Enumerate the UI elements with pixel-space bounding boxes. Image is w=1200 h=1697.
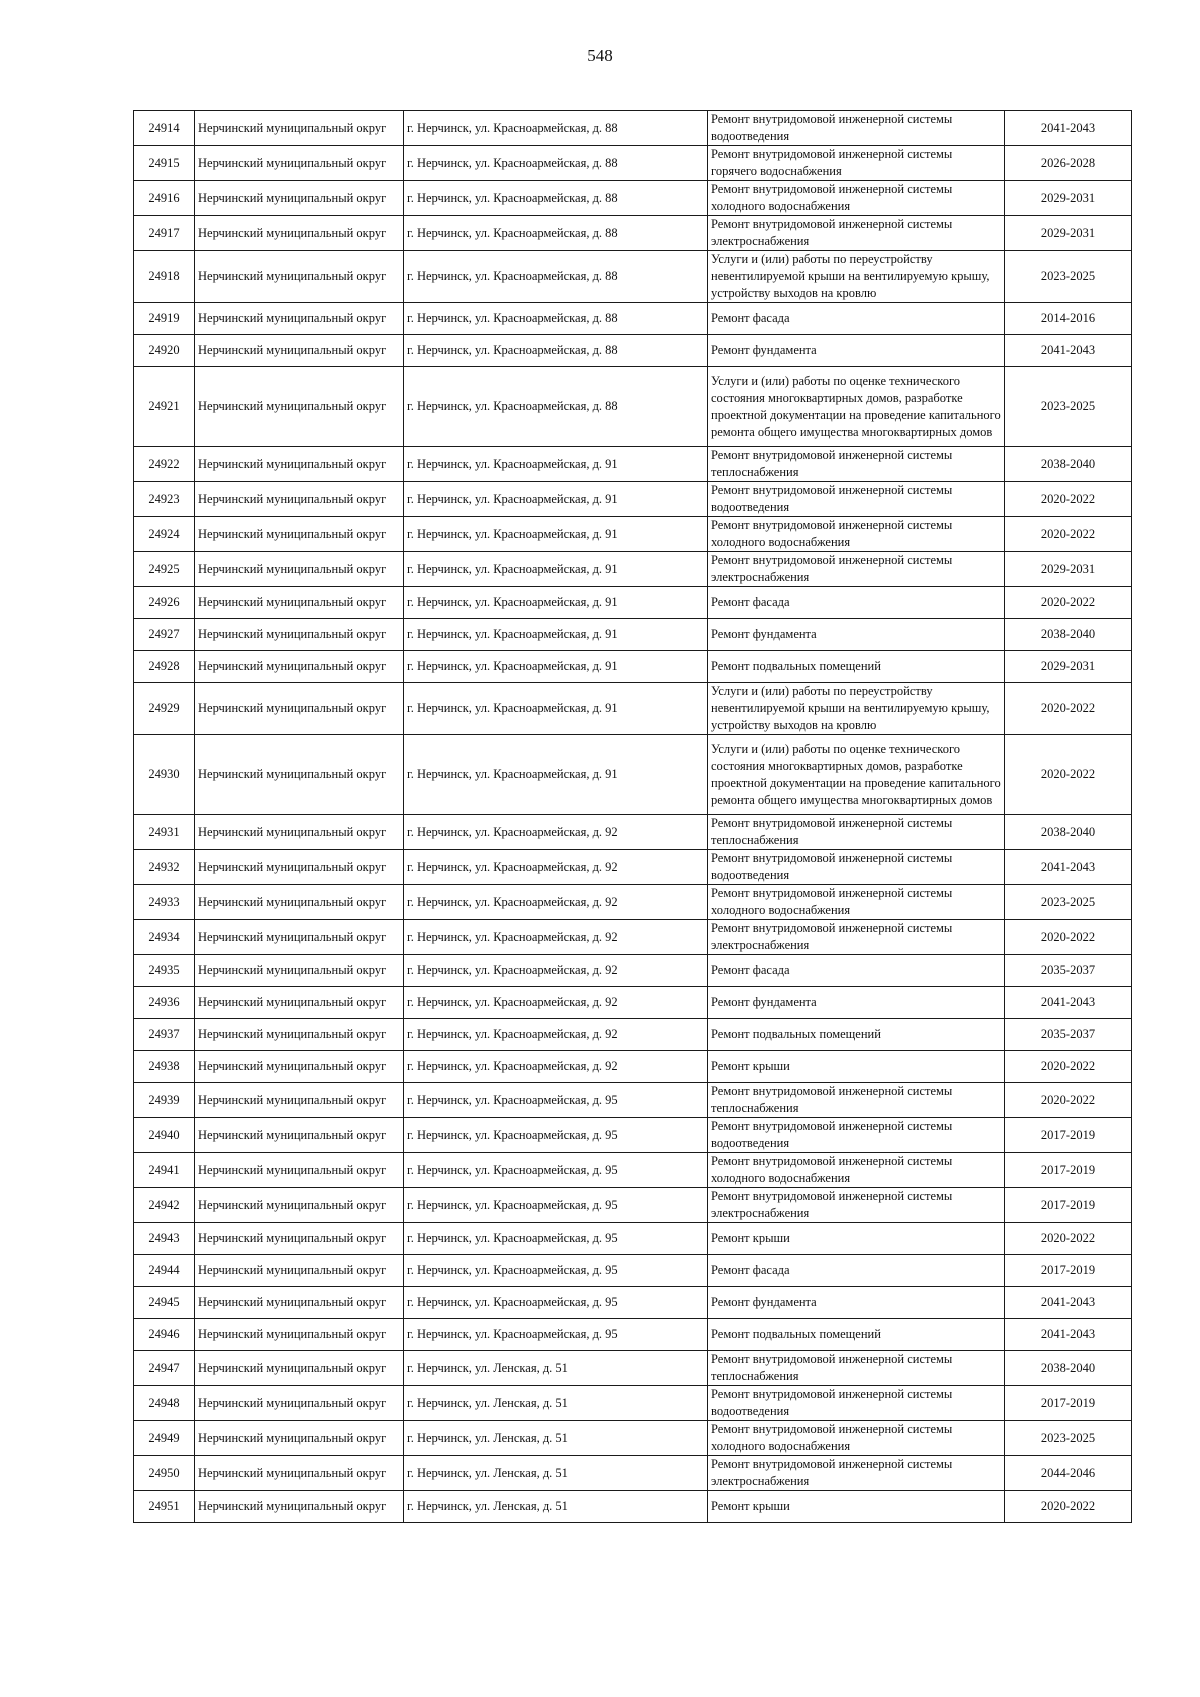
- period-cell: 2023-2025: [1005, 885, 1132, 920]
- municipality-cell: Нерчинский муниципальный округ: [195, 815, 404, 850]
- table-row: [134, 1491, 1132, 1523]
- work-type-cell: Ремонт фундамента: [708, 1287, 1005, 1319]
- repair-schedule-table: [133, 110, 1132, 1523]
- municipality-cell: Нерчинский муниципальный округ: [195, 111, 404, 146]
- work-type-cell: Ремонт фундамента: [708, 335, 1005, 367]
- address-cell: г. Нерчинск, ул. Ленская, д. 51: [404, 1386, 708, 1421]
- work-type-cell: Ремонт крыши: [708, 1051, 1005, 1083]
- work-type-cell: Ремонт внутридомовой инженерной системы теплоснабжения: [708, 1083, 1005, 1118]
- address-cell: г. Нерчинск, ул. Ленская, д. 51: [404, 1351, 708, 1386]
- address-cell: г. Нерчинск, ул. Красноармейская, д. 88: [404, 367, 708, 447]
- row-number: 24929: [134, 683, 195, 735]
- period-cell: 2041-2043: [1005, 987, 1132, 1019]
- table-row: [134, 920, 1132, 955]
- municipality-cell: Нерчинский муниципальный округ: [195, 1421, 404, 1456]
- work-type-cell: Ремонт внутридомовой инженерной системы водоотведения: [708, 482, 1005, 517]
- work-type-cell: Ремонт внутридомовой инженерной системы электроснабжения: [708, 920, 1005, 955]
- table-row: [134, 111, 1132, 146]
- address-cell: г. Нерчинск, ул. Красноармейская, д. 92: [404, 1051, 708, 1083]
- period-cell: 2026-2028: [1005, 146, 1132, 181]
- period-cell: 2038-2040: [1005, 1351, 1132, 1386]
- period-cell: 2020-2022: [1005, 1491, 1132, 1523]
- period-cell: 2020-2022: [1005, 517, 1132, 552]
- address-cell: г. Нерчинск, ул. Красноармейская, д. 92: [404, 850, 708, 885]
- municipality-cell: Нерчинский муниципальный округ: [195, 1491, 404, 1523]
- work-type-cell: Ремонт внутридомовой инженерной системы электроснабжения: [708, 552, 1005, 587]
- period-cell: 2020-2022: [1005, 735, 1132, 815]
- work-type-cell: Ремонт фундамента: [708, 987, 1005, 1019]
- work-type-cell: Ремонт внутридомовой инженерной системы холодного водоснабжения: [708, 181, 1005, 216]
- period-cell: 2041-2043: [1005, 335, 1132, 367]
- address-cell: г. Нерчинск, ул. Красноармейская, д. 95: [404, 1083, 708, 1118]
- municipality-cell: Нерчинский муниципальный округ: [195, 482, 404, 517]
- row-number: 24944: [134, 1255, 195, 1287]
- work-type-cell: Ремонт внутридомовой инженерной системы горячего водоснабжения: [708, 146, 1005, 181]
- municipality-cell: Нерчинский муниципальный округ: [195, 447, 404, 482]
- address-cell: г. Нерчинск, ул. Красноармейская, д. 91: [404, 651, 708, 683]
- period-cell: 2020-2022: [1005, 1083, 1132, 1118]
- table-row: [134, 1223, 1132, 1255]
- period-cell: 2029-2031: [1005, 651, 1132, 683]
- address-cell: г. Нерчинск, ул. Красноармейская, д. 95: [404, 1287, 708, 1319]
- row-number: 24919: [134, 303, 195, 335]
- municipality-cell: Нерчинский муниципальный округ: [195, 683, 404, 735]
- address-cell: г. Нерчинск, ул. Красноармейская, д. 92: [404, 987, 708, 1019]
- period-cell: 2038-2040: [1005, 619, 1132, 651]
- address-cell: г. Нерчинск, ул. Красноармейская, д. 91: [404, 735, 708, 815]
- work-type-cell: Ремонт подвальных помещений: [708, 651, 1005, 683]
- table-row: [134, 587, 1132, 619]
- work-type-cell: Ремонт внутридомовой инженерной системы водоотведения: [708, 1386, 1005, 1421]
- table-row: [134, 987, 1132, 1019]
- row-number: 24918: [134, 251, 195, 303]
- row-number: 24922: [134, 447, 195, 482]
- period-cell: 2014-2016: [1005, 303, 1132, 335]
- municipality-cell: Нерчинский муниципальный округ: [195, 335, 404, 367]
- address-cell: г. Нерчинск, ул. Красноармейская, д. 91: [404, 517, 708, 552]
- row-number: 24940: [134, 1118, 195, 1153]
- municipality-cell: Нерчинский муниципальный округ: [195, 251, 404, 303]
- address-cell: г. Нерчинск, ул. Красноармейская, д. 92: [404, 885, 708, 920]
- period-cell: 2017-2019: [1005, 1188, 1132, 1223]
- municipality-cell: Нерчинский муниципальный округ: [195, 1153, 404, 1188]
- period-cell: 2020-2022: [1005, 683, 1132, 735]
- period-cell: 2017-2019: [1005, 1255, 1132, 1287]
- table-row: [134, 482, 1132, 517]
- work-type-cell: Ремонт внутридомовой инженерной системы холодного водоснабжения: [708, 517, 1005, 552]
- row-number: 24915: [134, 146, 195, 181]
- work-type-cell: Ремонт внутридомовой инженерной системы теплоснабжения: [708, 1351, 1005, 1386]
- municipality-cell: Нерчинский муниципальный округ: [195, 552, 404, 587]
- row-number: 24939: [134, 1083, 195, 1118]
- row-number: 24914: [134, 111, 195, 146]
- address-cell: г. Нерчинск, ул. Красноармейская, д. 91: [404, 552, 708, 587]
- table-row: [134, 1255, 1132, 1287]
- row-number: 24921: [134, 367, 195, 447]
- row-number: 24938: [134, 1051, 195, 1083]
- table-row: [134, 146, 1132, 181]
- table-row: [134, 735, 1132, 815]
- work-type-cell: Ремонт внутридомовой инженерной системы электроснабжения: [708, 216, 1005, 251]
- municipality-cell: Нерчинский муниципальный округ: [195, 1287, 404, 1319]
- municipality-cell: Нерчинский муниципальный округ: [195, 920, 404, 955]
- address-cell: г. Нерчинск, ул. Красноармейская, д. 88: [404, 251, 708, 303]
- row-number: 24951: [134, 1491, 195, 1523]
- row-number: 24925: [134, 552, 195, 587]
- period-cell: 2017-2019: [1005, 1386, 1132, 1421]
- work-type-cell: Ремонт фасада: [708, 1255, 1005, 1287]
- row-number: 24946: [134, 1319, 195, 1351]
- work-type-cell: Ремонт внутридомовой инженерной системы холодного водоснабжения: [708, 885, 1005, 920]
- address-cell: г. Нерчинск, ул. Красноармейская, д. 95: [404, 1188, 708, 1223]
- municipality-cell: Нерчинский муниципальный округ: [195, 1223, 404, 1255]
- period-cell: 2023-2025: [1005, 367, 1132, 447]
- municipality-cell: Нерчинский муниципальный округ: [195, 1019, 404, 1051]
- address-cell: г. Нерчинск, ул. Красноармейская, д. 92: [404, 955, 708, 987]
- period-cell: 2041-2043: [1005, 1319, 1132, 1351]
- work-type-cell: Ремонт крыши: [708, 1491, 1005, 1523]
- row-number: 24948: [134, 1386, 195, 1421]
- address-cell: г. Нерчинск, ул. Красноармейская, д. 91: [404, 447, 708, 482]
- row-number: 24936: [134, 987, 195, 1019]
- row-number: 24927: [134, 619, 195, 651]
- work-type-cell: Услуги и (или) работы по переустройству невентилируемой крыши на вентилируемую крышу, устройству выходов на кровлю: [708, 251, 1005, 303]
- period-cell: 2038-2040: [1005, 815, 1132, 850]
- address-cell: г. Нерчинск, ул. Красноармейская, д. 88: [404, 181, 708, 216]
- address-cell: г. Нерчинск, ул. Красноармейская, д. 95: [404, 1223, 708, 1255]
- period-cell: 2020-2022: [1005, 920, 1132, 955]
- table-row: [134, 815, 1132, 850]
- period-cell: 2029-2031: [1005, 552, 1132, 587]
- address-cell: г. Нерчинск, ул. Красноармейская, д. 91: [404, 587, 708, 619]
- work-type-cell: Услуги и (или) работы по оценке технического состояния многоквартирных домов, разработке проектной документации на проведение капитального ремонта общего имущества многоквартирных домов: [708, 367, 1005, 447]
- period-cell: 2035-2037: [1005, 1019, 1132, 1051]
- municipality-cell: Нерчинский муниципальный округ: [195, 1083, 404, 1118]
- table-row: [134, 181, 1132, 216]
- municipality-cell: Нерчинский муниципальный округ: [195, 1051, 404, 1083]
- table-row: [134, 1287, 1132, 1319]
- municipality-cell: Нерчинский муниципальный округ: [195, 146, 404, 181]
- municipality-cell: Нерчинский муниципальный округ: [195, 1255, 404, 1287]
- table-row: [134, 1319, 1132, 1351]
- row-number: 24930: [134, 735, 195, 815]
- address-cell: г. Нерчинск, ул. Красноармейская, д. 92: [404, 920, 708, 955]
- row-number: 24942: [134, 1188, 195, 1223]
- work-type-cell: Ремонт внутридомовой инженерной системы теплоснабжения: [708, 815, 1005, 850]
- row-number: 24935: [134, 955, 195, 987]
- period-cell: 2023-2025: [1005, 251, 1132, 303]
- work-type-cell: Ремонт фундамента: [708, 619, 1005, 651]
- table-row: [134, 683, 1132, 735]
- address-cell: г. Нерчинск, ул. Красноармейская, д. 88: [404, 146, 708, 181]
- municipality-cell: Нерчинский муниципальный округ: [195, 987, 404, 1019]
- row-number: 24917: [134, 216, 195, 251]
- address-cell: г. Нерчинск, ул. Красноармейская, д. 95: [404, 1255, 708, 1287]
- row-number: 24928: [134, 651, 195, 683]
- municipality-cell: Нерчинский муниципальный округ: [195, 1118, 404, 1153]
- work-type-cell: Ремонт внутридомовой инженерной системы водоотведения: [708, 1118, 1005, 1153]
- table-row: [134, 447, 1132, 482]
- address-cell: г. Нерчинск, ул. Красноармейская, д. 92: [404, 815, 708, 850]
- municipality-cell: Нерчинский муниципальный округ: [195, 651, 404, 683]
- row-number: 24941: [134, 1153, 195, 1188]
- row-number: 24950: [134, 1456, 195, 1491]
- table-row: [134, 885, 1132, 920]
- row-number: 24926: [134, 587, 195, 619]
- municipality-cell: Нерчинский муниципальный округ: [195, 735, 404, 815]
- row-number: 24933: [134, 885, 195, 920]
- municipality-cell: Нерчинский муниципальный округ: [195, 619, 404, 651]
- municipality-cell: Нерчинский муниципальный округ: [195, 955, 404, 987]
- period-cell: 2038-2040: [1005, 447, 1132, 482]
- work-type-cell: Ремонт подвальных помещений: [708, 1019, 1005, 1051]
- row-number: 24943: [134, 1223, 195, 1255]
- row-number: 24931: [134, 815, 195, 850]
- municipality-cell: Нерчинский муниципальный округ: [195, 517, 404, 552]
- period-cell: 2023-2025: [1005, 1421, 1132, 1456]
- table-row: [134, 517, 1132, 552]
- work-type-cell: Ремонт фасада: [708, 955, 1005, 987]
- address-cell: г. Нерчинск, ул. Красноармейская, д. 88: [404, 303, 708, 335]
- row-number: 24947: [134, 1351, 195, 1386]
- address-cell: г. Нерчинск, ул. Красноармейская, д. 91: [404, 619, 708, 651]
- table-row: [134, 1083, 1132, 1118]
- work-type-cell: Ремонт внутридомовой инженерной системы водоотведения: [708, 850, 1005, 885]
- work-type-cell: Услуги и (или) работы по переустройству невентилируемой крыши на вентилируемую крышу, устройству выходов на кровлю: [708, 683, 1005, 735]
- address-cell: г. Нерчинск, ул. Красноармейская, д. 92: [404, 1019, 708, 1051]
- municipality-cell: Нерчинский муниципальный округ: [195, 1188, 404, 1223]
- address-cell: г. Нерчинск, ул. Красноармейская, д. 88: [404, 216, 708, 251]
- table-row: [134, 1051, 1132, 1083]
- municipality-cell: Нерчинский муниципальный округ: [195, 1456, 404, 1491]
- address-cell: г. Нерчинск, ул. Ленская, д. 51: [404, 1491, 708, 1523]
- work-type-cell: Ремонт внутридомовой инженерной системы водоотведения: [708, 111, 1005, 146]
- table-row: [134, 335, 1132, 367]
- address-cell: г. Нерчинск, ул. Красноармейская, д. 88: [404, 111, 708, 146]
- period-cell: 2041-2043: [1005, 1287, 1132, 1319]
- municipality-cell: Нерчинский муниципальный округ: [195, 367, 404, 447]
- municipality-cell: Нерчинский муниципальный округ: [195, 181, 404, 216]
- table-row: [134, 216, 1132, 251]
- municipality-cell: Нерчинский муниципальный округ: [195, 1386, 404, 1421]
- work-type-cell: Ремонт фасада: [708, 303, 1005, 335]
- table-row: [134, 955, 1132, 987]
- table-row: [134, 1019, 1132, 1051]
- work-type-cell: Услуги и (или) работы по оценке технического состояния многоквартирных домов, разработке проектной документации на проведение капитального ремонта общего имущества многоквартирных домов: [708, 735, 1005, 815]
- address-cell: г. Нерчинск, ул. Красноармейская, д. 91: [404, 482, 708, 517]
- table-row: [134, 1118, 1132, 1153]
- row-number: 24916: [134, 181, 195, 216]
- period-cell: 2041-2043: [1005, 111, 1132, 146]
- table-row: [134, 1153, 1132, 1188]
- period-cell: 2020-2022: [1005, 482, 1132, 517]
- address-cell: г. Нерчинск, ул. Ленская, д. 51: [404, 1421, 708, 1456]
- period-cell: 2044-2046: [1005, 1456, 1132, 1491]
- address-cell: г. Нерчинск, ул. Красноармейская, д. 95: [404, 1319, 708, 1351]
- row-number: 24945: [134, 1287, 195, 1319]
- table-row: [134, 1188, 1132, 1223]
- row-number: 24923: [134, 482, 195, 517]
- address-cell: г. Нерчинск, ул. Красноармейская, д. 95: [404, 1153, 708, 1188]
- row-number: 24934: [134, 920, 195, 955]
- table-row: [134, 367, 1132, 447]
- work-type-cell: Ремонт подвальных помещений: [708, 1319, 1005, 1351]
- address-cell: г. Нерчинск, ул. Красноармейская, д. 95: [404, 1118, 708, 1153]
- period-cell: 2029-2031: [1005, 216, 1132, 251]
- work-type-cell: Ремонт внутридомовой инженерной системы теплоснабжения: [708, 447, 1005, 482]
- municipality-cell: Нерчинский муниципальный округ: [195, 216, 404, 251]
- period-cell: 2041-2043: [1005, 850, 1132, 885]
- row-number: 24937: [134, 1019, 195, 1051]
- page-number: 548: [587, 46, 613, 65]
- table-row: [134, 1456, 1132, 1491]
- table-row: [134, 251, 1132, 303]
- address-cell: г. Нерчинск, ул. Красноармейская, д. 88: [404, 335, 708, 367]
- municipality-cell: Нерчинский муниципальный округ: [195, 850, 404, 885]
- address-cell: г. Нерчинск, ул. Красноармейская, д. 91: [404, 683, 708, 735]
- table-row: [134, 552, 1132, 587]
- work-type-cell: Ремонт внутридомовой инженерной системы холодного водоснабжения: [708, 1153, 1005, 1188]
- work-type-cell: Ремонт фасада: [708, 587, 1005, 619]
- table-row: [134, 1351, 1132, 1386]
- work-type-cell: Ремонт внутридомовой инженерной системы электроснабжения: [708, 1188, 1005, 1223]
- period-cell: 2020-2022: [1005, 1223, 1132, 1255]
- period-cell: 2029-2031: [1005, 181, 1132, 216]
- table-body: [134, 111, 1132, 1523]
- row-number: 24924: [134, 517, 195, 552]
- address-cell: г. Нерчинск, ул. Ленская, д. 51: [404, 1456, 708, 1491]
- municipality-cell: Нерчинский муниципальный округ: [195, 303, 404, 335]
- period-cell: 2020-2022: [1005, 587, 1132, 619]
- table-row: [134, 619, 1132, 651]
- table-row: [134, 303, 1132, 335]
- municipality-cell: Нерчинский муниципальный округ: [195, 885, 404, 920]
- work-type-cell: Ремонт внутридомовой инженерной системы электроснабжения: [708, 1456, 1005, 1491]
- work-type-cell: Ремонт внутридомовой инженерной системы холодного водоснабжения: [708, 1421, 1005, 1456]
- table-row: [134, 1421, 1132, 1456]
- period-cell: 2017-2019: [1005, 1118, 1132, 1153]
- period-cell: 2017-2019: [1005, 1153, 1132, 1188]
- table-row: [134, 850, 1132, 885]
- period-cell: 2020-2022: [1005, 1051, 1132, 1083]
- table-row: [134, 651, 1132, 683]
- row-number: 24932: [134, 850, 195, 885]
- municipality-cell: Нерчинский муниципальный округ: [195, 1351, 404, 1386]
- table-row: [134, 1386, 1132, 1421]
- work-type-cell: Ремонт крыши: [708, 1223, 1005, 1255]
- municipality-cell: Нерчинский муниципальный округ: [195, 1319, 404, 1351]
- row-number: 24920: [134, 335, 195, 367]
- period-cell: 2035-2037: [1005, 955, 1132, 987]
- municipality-cell: Нерчинский муниципальный округ: [195, 587, 404, 619]
- row-number: 24949: [134, 1421, 195, 1456]
